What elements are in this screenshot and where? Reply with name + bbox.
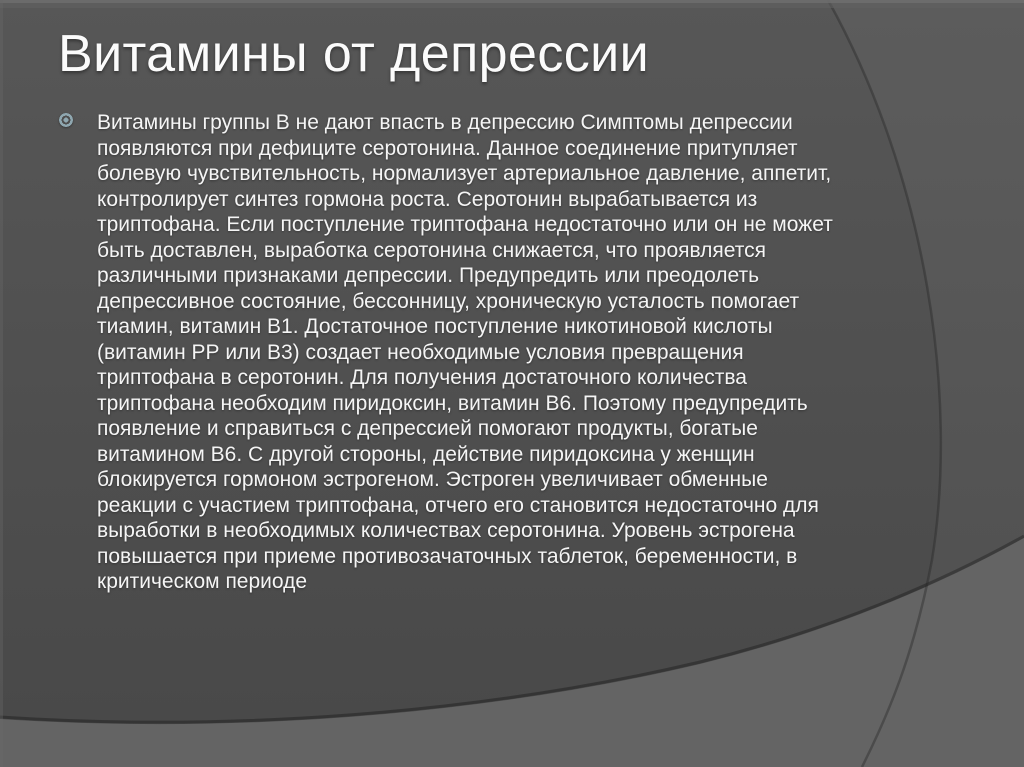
- text-line: появляются при дефиците серотонина. Данное соединение притупляет: [97, 136, 798, 160]
- text-line: различными признаками депрессии. Предупредить или преодолеть: [97, 264, 760, 287]
- top-edge-fade: [0, 3, 1024, 8]
- text-line: быть доставлен, выработка серотонина снижается, что проявляется: [97, 238, 767, 262]
- text-line: реакции с участием триптофана, отчего его становится недостаточно для: [97, 493, 819, 517]
- text-line: (витамин РР или В3) создает необходимые условия превращения: [97, 340, 744, 364]
- text-line: тиамин, витамин В1. Достаточное поступление никотиновой кислоты: [97, 315, 773, 338]
- text-line: выработки в необходимых количествах серотонина. Уровень эстрогена: [97, 519, 795, 542]
- ring-dot-bullet-icon: [59, 113, 73, 127]
- bullet-text: [97, 110, 897, 595]
- slide-title: Витамины от депрессии: [58, 25, 650, 83]
- text-line: повышается при приеме противозачаточных таблеток, беременности, в: [97, 544, 798, 568]
- left-edge-highlight: [0, 0, 3, 767]
- text-line: болевую чувствительность, нормализует артериальное давление, аппетит,: [97, 162, 832, 185]
- text-line: триптофана необходим пиридоксин, витамин В6. Поэтому предупредить: [97, 391, 808, 415]
- text-line: триптофана в серотонин. Для получения достаточного количества: [97, 366, 747, 389]
- text-line: Витамины группы В не дают впасть в депрессию Симптомы депрессии: [97, 111, 793, 134]
- text-line: триптофана. Если поступление триптофана недостаточно или он не может: [97, 213, 833, 236]
- text-line: витамином В6. С другой стороны, действие пиридоксина у женщин: [97, 442, 755, 466]
- text-line: контролирует синтез гормона роста. Серотонин вырабатывается из: [97, 187, 758, 211]
- text-line: депрессивное состояние, бессонницу, хроническую усталость помогает: [97, 289, 800, 313]
- bullet-item: [97, 110, 897, 595]
- text-line: появление и справиться с депрессией помогают продукты, богатые: [97, 417, 758, 440]
- text-line: блокируется гормоном эстрогеном. Эстроген увеличивает обменные: [97, 468, 768, 491]
- top-edge-highlight: [0, 0, 1024, 3]
- slide-body: [97, 110, 897, 595]
- text-line: критическом периоде: [97, 570, 308, 593]
